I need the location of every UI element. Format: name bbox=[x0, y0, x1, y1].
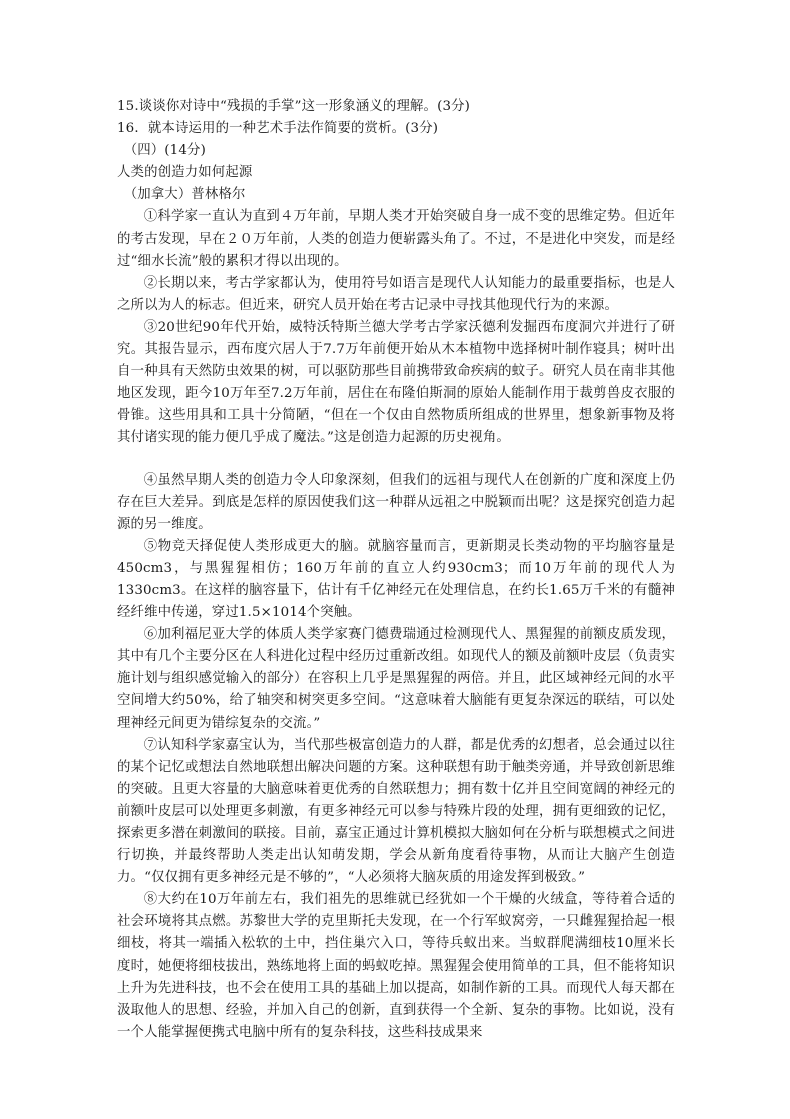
paragraph-3: ③20世纪90年代开始，威特沃特斯兰德大学考古学家沃德利发掘西布度洞穴并进行了研究。其报告显示，西布度穴居人于7.7万年前便开始从木本植物中选择树叶制作寝具；树叶出自一种具有天然防虫效果的树，可以驱防那些目前携带致命疾病的蚊子。研究人员在南非其他地区发现，距今10万年至7.2万年前，居住在布隆伯斯洞的原始人能制作用于裁剪兽皮衣服的骨锥。这些用具和工具十分简陋，“但在一个仅由自然物质所组成的世界里，想象新事物及将其付诸实现的能力便几乎成了魔法。”这是创造力起源的历史视角。 bbox=[117, 319, 675, 446]
document-page bbox=[117, 96, 675, 1044]
question-15: 15.谈谈你对诗中“残损的手掌”这一形象涵义的理解。(3分) bbox=[117, 99, 471, 114]
paragraph-1: ①科学家一直认为直到４万年前，早期人类才开始突破自身一成不变的思维定势。但近年的考古发现，早在２０万年前，人类的创造力便崭露头角了。不过，不是进化中突发，而是经过“细水长流”般的累积才得以出现的。 bbox=[117, 209, 675, 269]
paragraph-7: ⑦认知科学家嘉宝认为，当代那些极富创造力的人群，都是优秀的幻想者，总会通过以往的某个记忆或想法自然地联想出解决问题的方案。这种联想有助于触类旁通，并导致创新思维的突破。且更大容量的大脑意味着更优秀的自然联想力；拥有数十亿并且空间宽阔的神经元的前额叶皮层可以处理更多刺激，有更多神经元可以参与特殊片段的处理，拥有更细致的记忆，探索更多潜在刺激间的联接。目前，嘉宝正通过计算机模拟大脑如何在分析与联想模式之间进行切换，并最终帮助人类走出认知萌发期，学会从新角度看待事物，从而让大脑产生创造力。“仅仅拥有更多神经元是不够的”，“人必须将大脑灰质的用途发挥到极致。” bbox=[117, 737, 675, 886]
paragraph-8: ⑧大约在10万年前左右，我们祖先的思维就已经犹如一个干燥的火绒盒，等待着合适的社会环境将其点燃。苏黎世大学的克里斯托夫发现，在一个行军蚁窝旁，一只雌猩猩拾起一根细枝，将其一端插入松软的土中，挡住巢穴入口，等待兵蚁出来。当蚁群爬满细枝10厘米长度时，她便将细枝拔出，熟练地将上面的蚂蚁吃掉。黑猩猩会使用简单的工具，但不能将知识上升为先进科技，也不会在使用工具的基础上加以提高，如制作新的工具。而现代人每天都在汲取他人的思想、经验，并加入自己的创新，直到获得一个全新、复杂的事物。比如说，没有一个人能掌握便携式电脑中所有的复杂科技，这些科技成果来 bbox=[117, 892, 675, 1040]
paragraph-5: ⑤物竞天择促使人类形成更大的脑。就脑容量而言，更新期灵长类动物的平均脑容量是450cm3，与黑猩猩相仿；160万年前的直立人约930cm3；而10万年前的现代人为1330cm3。在这样的脑容量下，估计有千亿神经元在处理信息，在约长1.65万千米的有髓神经纤维中传递，穿过1.5×1014个突触。 bbox=[117, 538, 675, 621]
paragraph-2: ②长期以来，考古学家都认为，使用符号如语言是现代人认知能力的最重要指标，也是人之所以为人的标志。但近来，研究人员开始在考古记录中寻找其他现代行为的来源。 bbox=[117, 275, 675, 313]
article-author: （加拿大）普林格尔 bbox=[123, 187, 246, 203]
paragraph-6: ⑥加利福尼亚大学的体质人类学家赛门德费瑞通过检测现代人、黑猩猩的前额皮质发现，其中有几个主要分区在人科进化过程中经历过重新改组。如现代人的额及前额叶皮层（负责实施计划与组织感觉输入的部分）在容积上几乎是黑猩猩的两倍。并且，此区域神经元间的水平空间增大约50%，给了轴突和树突更多空间。“这意味着大脑能有更复杂深远的联结，可以处理神经元间更为错综复杂的交流。” bbox=[117, 627, 675, 731]
paragraph-4: ④虽然早期人类的创造力令人印象深刻，但我们的远祖与现代人在创新的广度和深度上仍存在巨大差异。到底是怎样的原因使我们这一种群从远祖之中脱颖而出呢？这是探究创造力起源的另一维度。 bbox=[117, 472, 675, 532]
question-16: 16．就本诗运用的一种艺术手法作简要的赏析。(3分) bbox=[117, 121, 439, 137]
paragraph-gap bbox=[117, 450, 675, 470]
article-title: 人类的创造力如何起源 bbox=[117, 165, 253, 181]
section-label: （四）(14分) bbox=[123, 143, 206, 159]
